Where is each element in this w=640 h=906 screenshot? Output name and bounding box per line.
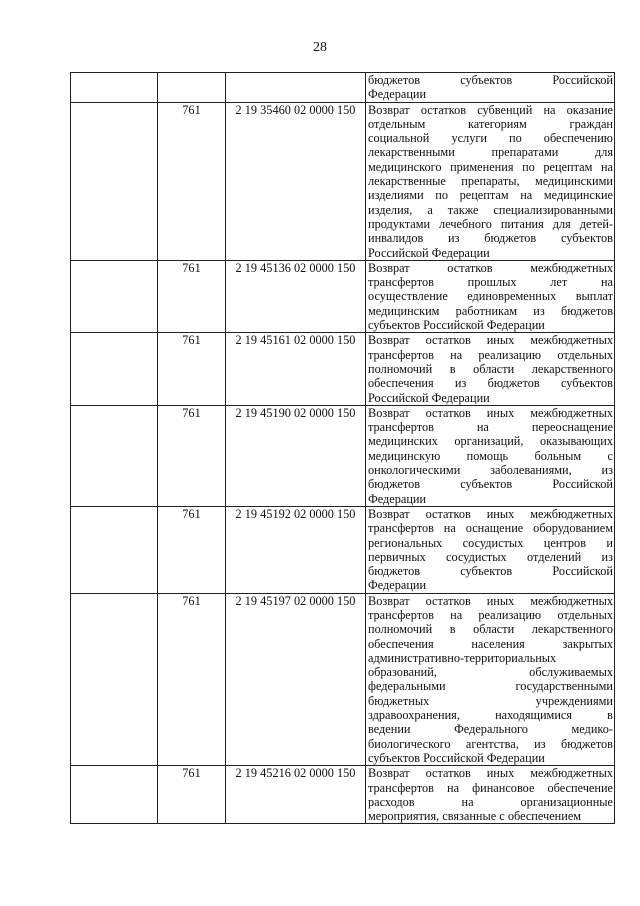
description-line: полномочий в области лекарственного xyxy=(368,622,613,637)
table-row xyxy=(71,506,615,593)
description-line: бюджетов субъектов Российской xyxy=(368,477,613,492)
page-number: 28 xyxy=(313,40,327,55)
description-line: Федерации xyxy=(368,87,427,102)
description-line: изделия, а также специализированными xyxy=(368,202,613,217)
description-cell xyxy=(366,766,615,824)
admin-code-cell: 761 xyxy=(158,593,226,766)
empty-cell xyxy=(71,405,158,506)
description-line: Возврат остатков иных межбюджетных xyxy=(368,593,613,608)
description-line: Возврат остатков межбюджетных xyxy=(368,260,613,275)
budget-code-cell: 2 19 45197 02 0000 150 xyxy=(226,593,366,766)
description-line: отдельным категориям граждан xyxy=(368,116,613,131)
table-body xyxy=(71,73,615,824)
description-line: административно-территориальных xyxy=(368,650,557,665)
description-line: продуктами лечебного питания для детей- xyxy=(368,216,613,231)
description-line: лекарственными препаратами для xyxy=(368,145,613,160)
description-line: инвалидов из бюджетов субъектов xyxy=(368,231,613,246)
empty-cell xyxy=(71,102,158,260)
description-line: бюджетов субъектов Российской xyxy=(368,564,613,579)
table-row xyxy=(71,405,615,506)
description-line: трансфертов на реализацию отдельных xyxy=(368,607,613,622)
empty-cell xyxy=(71,73,158,103)
budget-code-cell: 2 19 45216 02 0000 150 xyxy=(226,766,366,824)
empty-cell xyxy=(71,260,158,332)
description-line: онкологическими заболеваниями, из xyxy=(368,463,613,478)
admin-code-cell: 761 xyxy=(158,766,226,824)
table-row xyxy=(71,766,615,824)
description-line: биологического агентства, из бюджетов xyxy=(368,736,613,751)
description-line: полномочий в области лекарственного xyxy=(368,361,613,376)
description-line: Возврат остатков иных межбюджетных xyxy=(368,333,613,348)
admin-code-cell xyxy=(158,73,226,103)
table-row xyxy=(71,73,615,103)
table-row xyxy=(71,593,615,766)
description-line: медицинским работникам из бюджетов xyxy=(368,303,613,318)
description-line: бюджетных учреждениями xyxy=(368,693,613,708)
description-line: Российской Федерации xyxy=(368,390,490,405)
description-line: Федерации xyxy=(368,578,427,593)
description-line: субъектов Российской Федерации xyxy=(368,750,545,765)
description-line: бюджетов субъектов Российской xyxy=(368,73,613,87)
admin-code-cell: 761 xyxy=(158,405,226,506)
description-line: мероприятия, связанные с обеспечением xyxy=(368,809,582,824)
description-cell xyxy=(366,593,615,766)
description-line: социальной услуги по обеспечению xyxy=(368,131,613,146)
description-cell xyxy=(366,102,615,260)
description-line: Возврат остатков иных межбюджетных xyxy=(368,766,613,781)
description-line: изделиями по рецептам на медицинские xyxy=(368,188,613,203)
description-line: Возврат остатков субвенций на оказание xyxy=(368,102,613,117)
table-row xyxy=(71,260,615,332)
budget-code-cell: 2 19 45136 02 0000 150 xyxy=(226,260,366,332)
description-cell xyxy=(366,405,615,506)
description-line: трансфертов на финансовое обеспечение xyxy=(368,780,613,795)
description-cell xyxy=(366,506,615,593)
description-line: образований, обслуживаемых xyxy=(368,665,613,680)
description-line: расходов на организационные xyxy=(368,794,613,809)
description-line: здравоохранения, находящимися в xyxy=(368,708,613,723)
description-cell xyxy=(366,260,615,332)
description-line: медицинского применения по рецептам на xyxy=(368,159,613,174)
budget-classification-table xyxy=(70,72,615,824)
description-line: федеральными государственными xyxy=(368,679,613,694)
admin-code-cell: 761 xyxy=(158,333,226,405)
empty-cell xyxy=(71,593,158,766)
admin-code-cell: 761 xyxy=(158,260,226,332)
budget-code-cell: 2 19 35460 02 0000 150 xyxy=(226,102,366,260)
description-line: обеспечения из бюджетов субъектов xyxy=(368,376,613,391)
description-cell xyxy=(366,73,615,103)
admin-code-cell: 761 xyxy=(158,506,226,593)
description-line: медицинских организаций, оказывающих xyxy=(368,434,613,449)
description-line: трансфертов на оснащение оборудованием xyxy=(368,521,613,536)
description-line: лекарственные препараты, медицинскими xyxy=(368,174,613,189)
description-line: региональных сосудистых центров и xyxy=(368,535,613,550)
description-line: Российской Федерации xyxy=(368,245,490,260)
description-line: Федерации xyxy=(368,491,427,506)
description-line: осуществление единовременных выплат xyxy=(368,289,613,304)
description-line: обеспечения населения закрытых xyxy=(368,636,613,651)
table-row xyxy=(71,102,615,260)
description-line: трансфертов прошлых лет на xyxy=(368,275,613,290)
description-line: первичных сосудистых отделений из xyxy=(368,549,613,564)
budget-code-cell xyxy=(226,73,366,103)
description-line: субъектов Российской Федерации xyxy=(368,318,545,333)
empty-cell xyxy=(71,506,158,593)
table-row xyxy=(71,333,615,405)
description-line: ведении Федерального медико- xyxy=(368,722,613,737)
budget-code-cell: 2 19 45190 02 0000 150 xyxy=(226,405,366,506)
description-cell xyxy=(366,333,615,405)
description-line: Возврат остатков иных межбюджетных xyxy=(368,405,613,420)
budget-code-cell: 2 19 45192 02 0000 150 xyxy=(226,506,366,593)
description-line: Возврат остатков иных межбюджетных xyxy=(368,506,613,521)
admin-code-cell: 761 xyxy=(158,102,226,260)
description-line: медицинскую помощь больным с xyxy=(368,448,613,463)
description-line: трансфертов на реализацию отдельных xyxy=(368,347,613,362)
empty-cell xyxy=(71,766,158,824)
budget-code-cell: 2 19 45161 02 0000 150 xyxy=(226,333,366,405)
empty-cell xyxy=(71,333,158,405)
description-line: трансфертов на переоснащение xyxy=(368,420,613,435)
